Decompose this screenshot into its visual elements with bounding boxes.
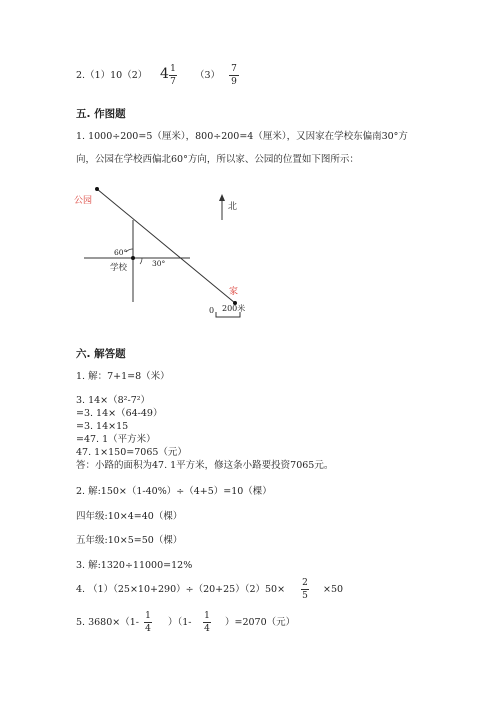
q2-frac-den: 9 bbox=[231, 77, 237, 87]
answer5-fraction1 bbox=[144, 611, 152, 634]
answer5-den2: 4 bbox=[204, 624, 210, 634]
answer3-line6: 答：小路的面积为47. 1平方米，修这条小路要投资7065元。 bbox=[76, 460, 334, 471]
answer5-num2: 1 bbox=[204, 611, 210, 621]
answer3-line1: 3. 14×（8²-7²） bbox=[76, 395, 151, 406]
q2-frac-num: 7 bbox=[231, 64, 237, 74]
section5-title: 五. 作图题 bbox=[76, 108, 126, 120]
answer3-percent: 3. 解:1320÷11000=12% bbox=[76, 560, 193, 571]
fraction-bar bbox=[203, 622, 211, 623]
q2-part3: （3） bbox=[195, 70, 221, 81]
answer4-suffix: ×50 bbox=[323, 584, 344, 595]
answer4-den: 5 bbox=[302, 591, 308, 601]
answer5-suffix: ）=2070（元） bbox=[225, 617, 296, 628]
answer5-num1: 1 bbox=[145, 611, 151, 621]
home-label: 家 bbox=[229, 287, 239, 297]
school-point bbox=[131, 256, 135, 260]
park-point bbox=[95, 187, 99, 191]
park-home-line bbox=[97, 189, 238, 303]
answer2-line3: 五年级:10×5=50（棵） bbox=[76, 535, 183, 546]
answer3-line2: =3. 14×（64-49） bbox=[76, 408, 163, 419]
north-arrow-head bbox=[219, 194, 225, 201]
section5-line1: 1. 1000÷200=5（厘米），800÷200=4（厘米），又因家在学校东偏南30°方 bbox=[76, 131, 408, 142]
angle60-label: 60° bbox=[114, 248, 128, 257]
q2-mixed-den: 7 bbox=[170, 77, 176, 87]
school-label: 学校 bbox=[110, 263, 128, 273]
answer1: 1. 解：7+1=8（米） bbox=[76, 371, 170, 382]
answer4-num: 2 bbox=[302, 578, 308, 588]
north-label: 北 bbox=[228, 202, 238, 212]
answer4-fraction bbox=[301, 578, 309, 601]
answer3-line5: 47. 1×150=7065（元） bbox=[76, 447, 187, 458]
angle30-label: 30° bbox=[152, 259, 166, 268]
fraction-bar bbox=[301, 589, 309, 590]
answer5-prefix: 5. 3680×（1- bbox=[76, 617, 139, 628]
fraction-bar bbox=[144, 622, 152, 623]
q2-mixed-num: 1 bbox=[170, 64, 176, 74]
section6-title: 六. 解答题 bbox=[76, 348, 126, 360]
answer3-line3: =3. 14×15 bbox=[76, 421, 129, 432]
answer2-line1: 2. 解:150×（1-40%）÷（4+5）=10（棵） bbox=[76, 486, 272, 497]
answer5-den1: 4 bbox=[145, 624, 151, 634]
answer2-line2: 四年级:10×4=40（棵） bbox=[76, 511, 183, 522]
answer3-line4: =47. 1（平方米） bbox=[76, 434, 156, 445]
q2-prefix: 2.（1）10（2） bbox=[76, 70, 148, 81]
answer4-prefix: 4. （1）（25×10+290）÷（20+25）（2）50× bbox=[76, 584, 286, 595]
scale-200m: 200米 bbox=[222, 304, 246, 313]
scale-zero: 0 bbox=[209, 306, 215, 315]
answer5-middle: ）（1- bbox=[168, 617, 192, 628]
q2-mixed-whole: 4 bbox=[160, 66, 169, 82]
angle30-arc bbox=[140, 258, 142, 264]
answer5-fraction2 bbox=[203, 611, 211, 634]
park-label: 公园 bbox=[74, 196, 93, 206]
section5-line2: 向，公园在学校西偏北60°方向，所以家、公园的位置如下图所示： bbox=[76, 154, 359, 165]
